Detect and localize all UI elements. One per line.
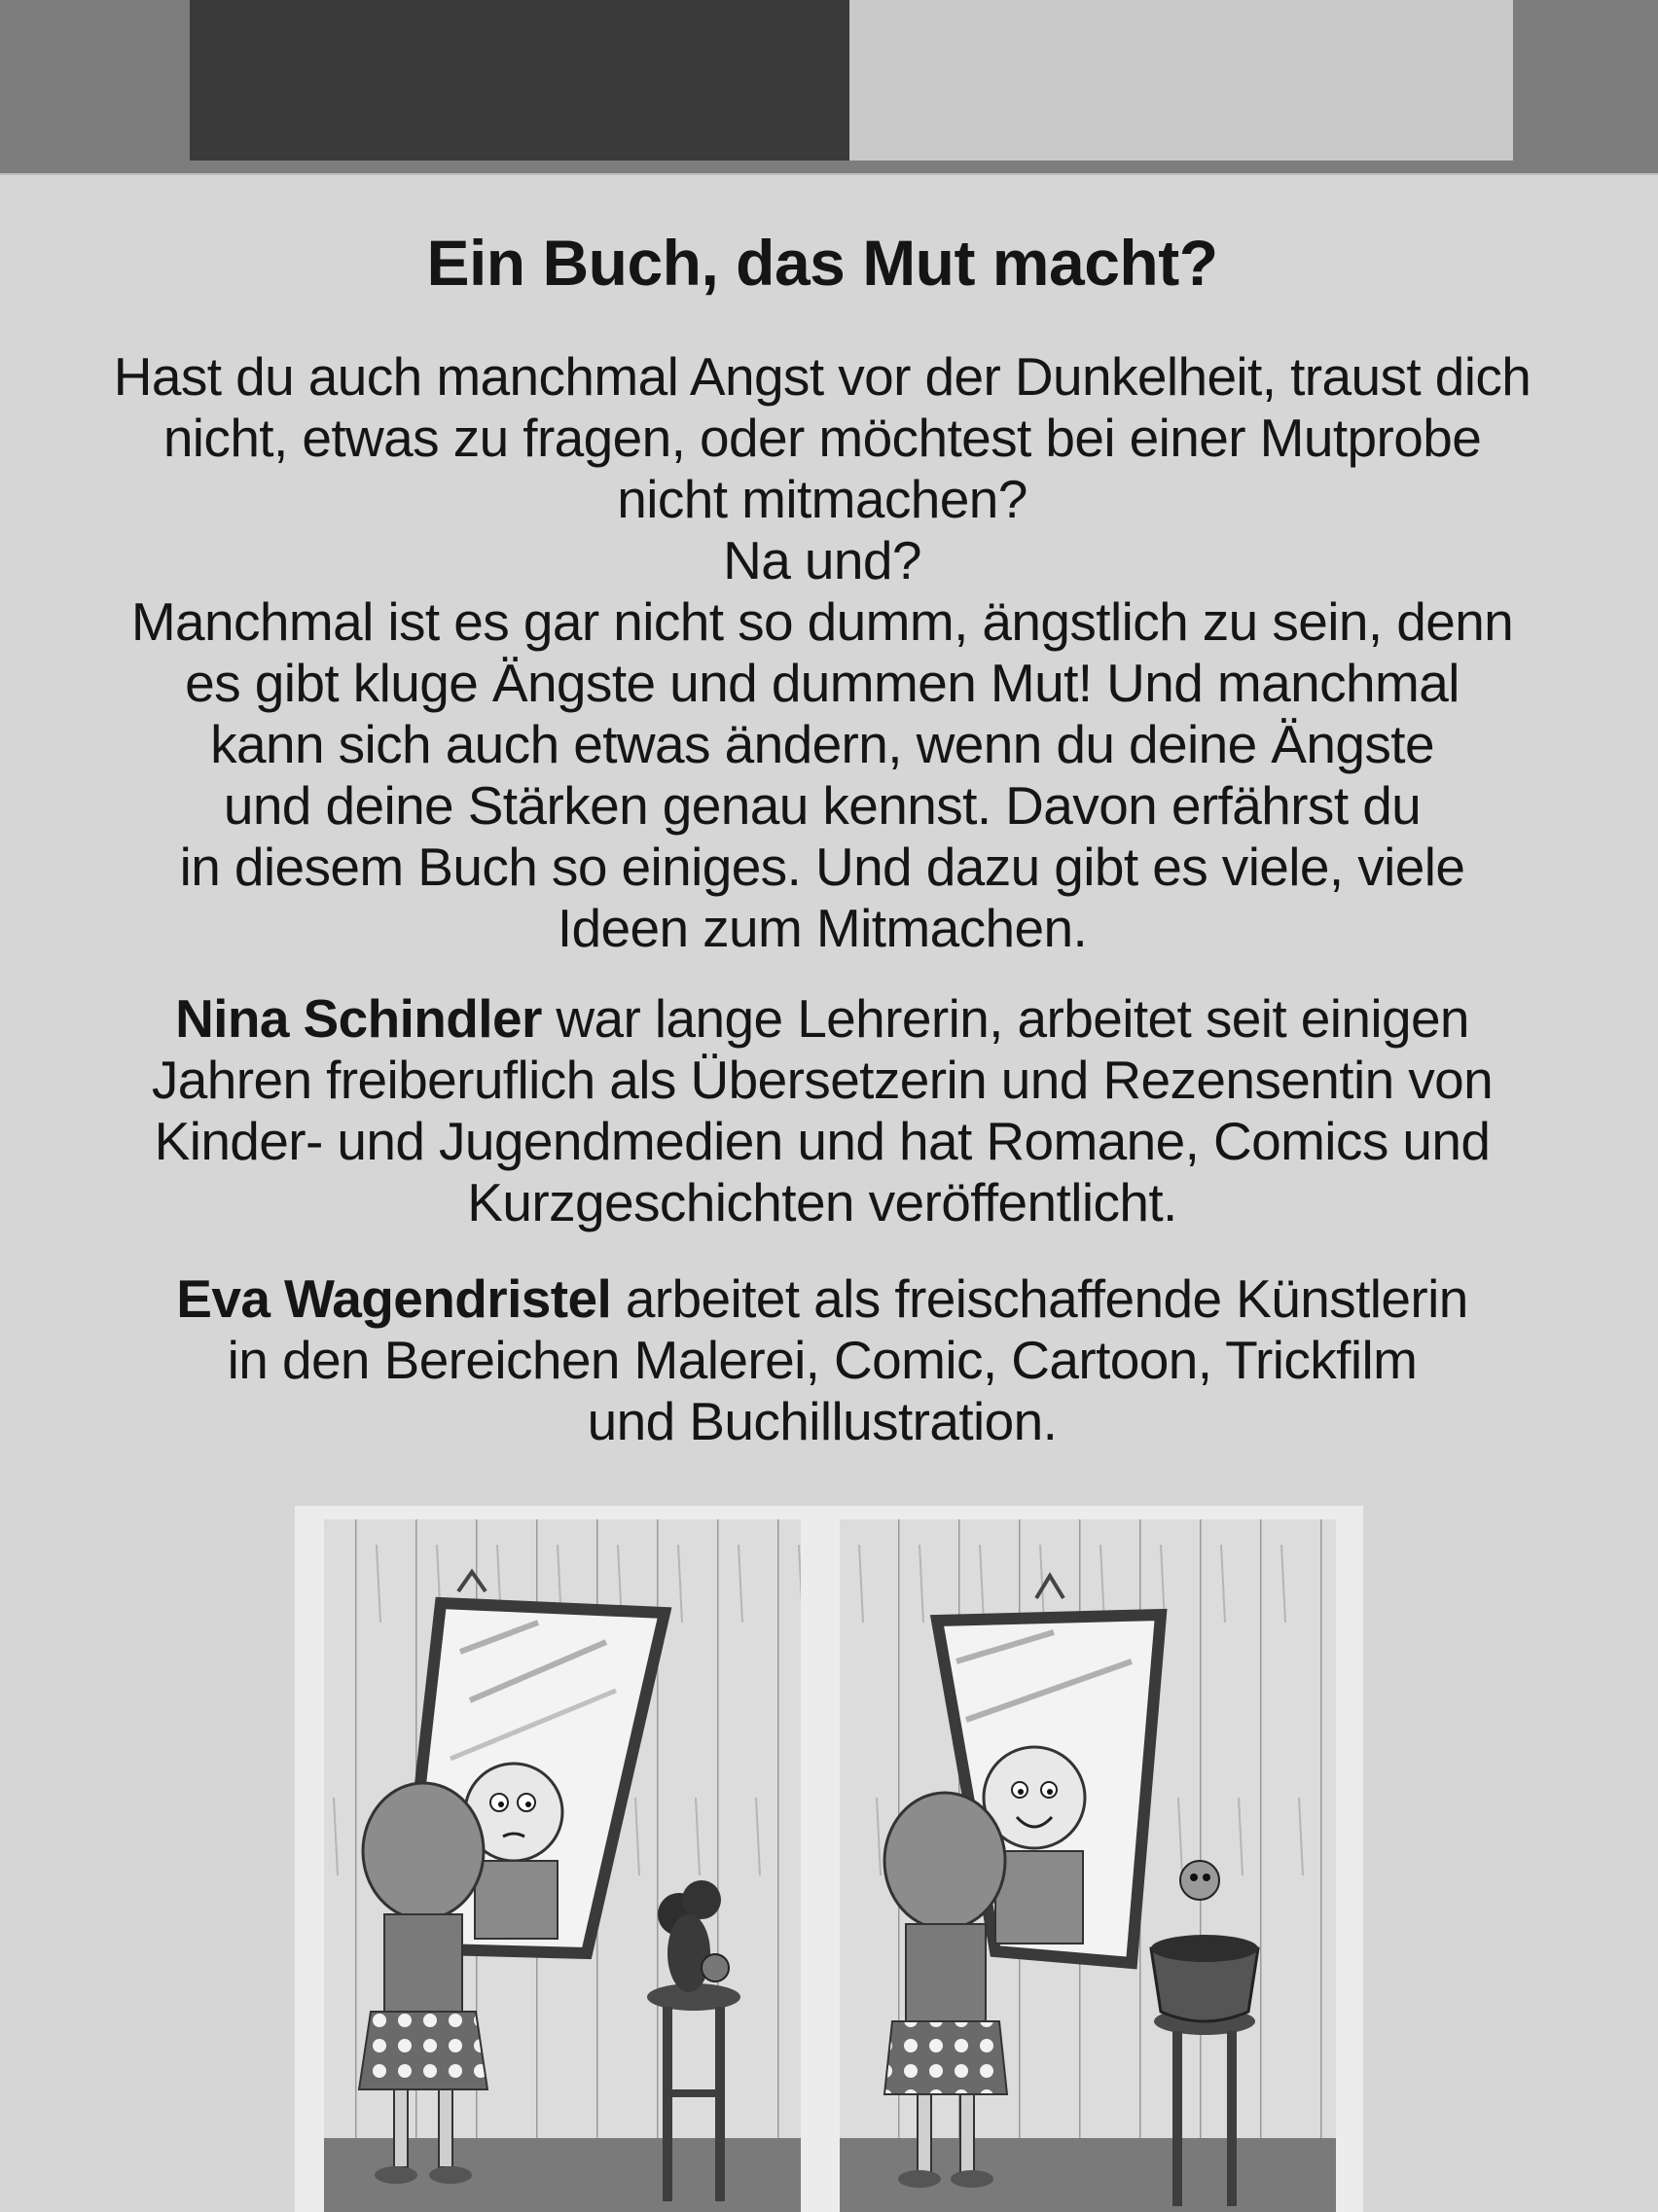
intro-line: Manchmal ist es gar nicht so dumm, ängstlich zu sein, denn: [130, 591, 1514, 652]
intro-line: und deine Stärken genau kennst. Davon erfährst du: [223, 775, 1422, 836]
illustrator-bio-line: [29, 1268, 1615, 1330]
intro-line: Hast du auch manchmal Angst vor der Dunkelheit, traust dich: [113, 346, 1532, 407]
author-bio-line: Kurzgeschichten veröffentlicht.: [467, 1172, 1177, 1232]
panel-left: [324, 1519, 801, 2212]
cover-strip-light: [849, 0, 1513, 161]
intro-line: Na und?: [723, 530, 921, 590]
illustrator-bio-line: und Buchillustration.: [587, 1391, 1058, 1451]
blurb-title: Ein Buch, das Mut macht?: [426, 227, 1218, 299]
back-cover: [0, 173, 1658, 2212]
author-bio: [29, 988, 1615, 1233]
author-bio-text: war lange Lehrerin, arbeitet seit einigen: [541, 988, 1469, 1049]
panel-right: [840, 1519, 1336, 2212]
intro-line: nicht mitmachen?: [617, 469, 1027, 529]
illustrator-name: Eva Wagendristel: [176, 1268, 612, 1329]
illustrator-bio-text: arbeitet als freischaffende Künstlerin: [611, 1268, 1468, 1329]
author-bio-line: Kinder- und Jugendmedien und hat Romane, Comics und: [154, 1111, 1491, 1171]
intro-line: Ideen zum Mitmachen.: [557, 898, 1088, 958]
cover-strip-dark: [190, 0, 849, 161]
intro-line: kann sich auch etwas ändern, wenn du deine Ängste: [210, 714, 1434, 774]
intro-line: in diesem Buch so einiges. Und dazu gibt es viele, viele: [179, 837, 1465, 897]
cover-illustration: [295, 1506, 1363, 2212]
illustrator-bio-line: in den Bereichen Malerei, Comic, Cartoon, Trickfilm: [227, 1330, 1418, 1390]
mirror-illustration: [295, 1506, 1363, 2212]
illustrator-bio: [29, 1268, 1615, 1452]
author-name: Nina Schindler: [175, 988, 542, 1049]
intro-line: es gibt kluge Ängste und dummen Mut! Und manchmal: [185, 653, 1460, 713]
author-bio-line: [29, 988, 1615, 1050]
intro-line: nicht, etwas zu fragen, oder möchtest bei einer Mutprobe: [162, 408, 1482, 468]
author-bio-line: Jahren freiberuflich als Übersetzerin und Rezensentin von: [151, 1050, 1494, 1110]
blurb-intro: [29, 346, 1615, 959]
